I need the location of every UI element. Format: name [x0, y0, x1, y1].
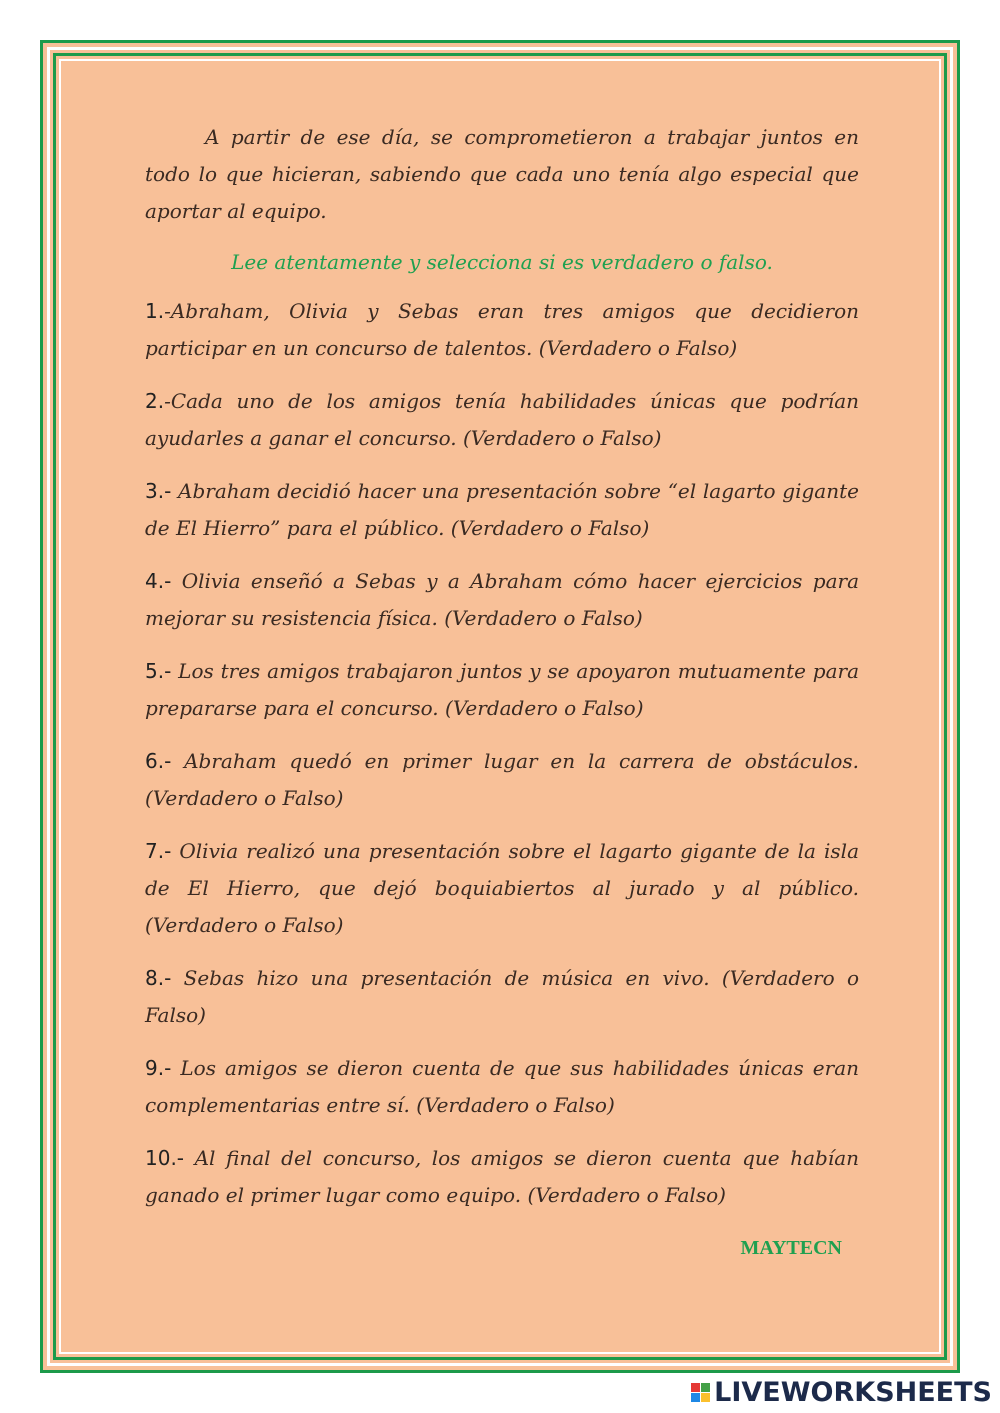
question-number: 6.-	[145, 749, 172, 773]
question-7	[145, 833, 859, 944]
question-text: Al final del concurso, los amigos se dieron cuenta que habían ganado el primer lugar como equipo. (Verdadero o Falso)	[145, 1146, 859, 1207]
question-text: Olivia realizó una presentación sobre el lagarto gigante de la isla de El Hierro, que dejó boquiabiertos al jurado y al público. (Verdadero o Falso)	[145, 839, 859, 937]
question-number: 9.-	[145, 1056, 172, 1080]
liveworksheets-logo-icon	[691, 1383, 710, 1402]
brand-name: LIVEWORKSHEETS	[714, 1376, 992, 1408]
question-number: 10.-	[145, 1146, 185, 1170]
worksheet-page	[40, 40, 960, 1373]
question-3	[145, 473, 859, 547]
question-6	[145, 743, 859, 817]
intro-paragraph: A partir de ese día, se comprometieron a trabajar juntos en todo lo que hicieran, sabiendo que cada uno tenía algo especial que aportar al equipo.	[145, 125, 859, 223]
question-1	[145, 293, 859, 367]
worksheet-content	[145, 119, 859, 1230]
question-number: 5.-	[145, 659, 172, 683]
question-4	[145, 563, 859, 637]
question-text: -Cada uno de los amigos tenía habilidades únicas que podrían ayudarles a ganar el concurso. (Verdadero o Falso)	[145, 389, 859, 450]
question-5	[145, 653, 859, 727]
question-number: 4.-	[145, 569, 172, 593]
question-2	[145, 383, 859, 457]
question-text: -Abraham, Olivia y Sebas eran tres amigos que decidieron participar en un concurso de talentos. (Verdadero o Falso)	[145, 299, 859, 360]
question-text: Abraham quedó en primer lugar en la carrera de obstáculos. (Verdadero o Falso)	[145, 749, 859, 810]
question-number: 7.-	[145, 839, 172, 863]
liveworksheets-brand	[691, 1377, 992, 1407]
question-number: 2.	[145, 389, 165, 413]
question-10	[145, 1140, 859, 1214]
question-text: Sebas hizo una presentación de música en vivo. (Verdadero o Falso)	[145, 966, 859, 1027]
question-text: Olivia enseñó a Sebas y a Abraham cómo hacer ejercicios para mejorar su resistencia física. (Verdadero o Falso)	[145, 569, 859, 630]
question-text: Abraham decidió hacer una presentación sobre “el lagarto gigante de El Hierro” para el público. (Verdadero o Falso)	[145, 479, 859, 540]
question-number: 1.	[145, 299, 165, 323]
question-text: Los amigos se dieron cuenta de que sus habilidades únicas eran complementarias entre sí. (Verdadero o Falso)	[145, 1056, 859, 1117]
question-number: 8.-	[145, 966, 172, 990]
instruction-text: Lee atentamente y selecciona si es verdadero o falso.	[231, 250, 773, 274]
question-9	[145, 1050, 859, 1124]
question-8	[145, 960, 859, 1034]
question-text: Los tres amigos trabajaron juntos y se apoyaron mutuamente para prepararse para el concurso. (Verdadero o Falso)	[145, 659, 859, 720]
author-signature: MAYTECN	[740, 1237, 842, 1259]
question-number: 3.-	[145, 479, 172, 503]
